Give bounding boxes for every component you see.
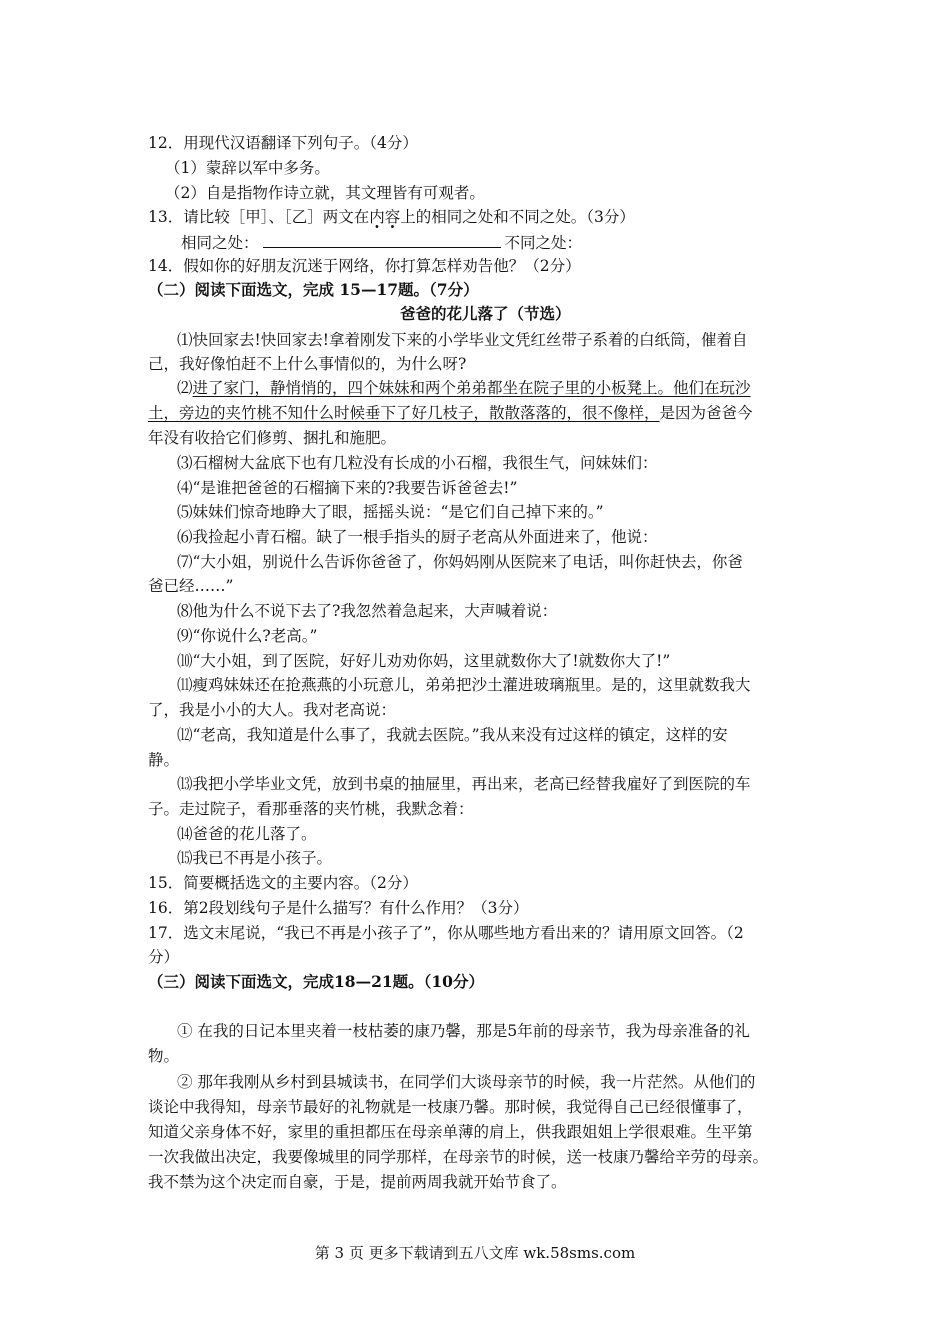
q12-sentence-2: （2）自是指物作诗立就，其文理皆有可观者。 [165, 184, 485, 202]
para-9: ⑼“你说什么?老高。” [177, 627, 318, 645]
s3-para-1-line-2: 物。 [148, 1047, 180, 1065]
q13-stem-part-b: 上的相同之处和不同之处。（3分） [400, 208, 635, 226]
q17-stem-line-1: 17．选文末尾说，“我已不再是小孩子了”，你从哪些地方看出来的？请用原文回答。（2 [148, 924, 744, 942]
para-2-line-3: 年没有收拾它们修剪、捆扎和施肥。 [148, 429, 397, 447]
q12-sentence-1: （1）蒙辞以军中多务。 [165, 159, 330, 177]
s3-para-1-line-1: ① 在我的日记本里夹着一枝枯萎的康乃馨，那是5年前的母亲节，我为母亲准备的礼 [177, 1022, 750, 1040]
para-11-line-1: ⑾瘦鸡妹妹还在抢燕燕的小玩意儿，弟弟把沙土灌进玻璃瓶里。是的，这里就数我大 [177, 676, 751, 694]
para-12-line-2: 静。 [148, 751, 180, 769]
para-10: ⑽“大小姐，到了医院，好好儿劝劝你妈，这里就数你大了!就数你大了!” [177, 652, 671, 670]
para-1-line-2: 己，我好像怕赶不上什么事情似的，为什么呀? [148, 355, 467, 373]
q13-stem-part-a: 13．请比较［甲］、［乙］两文在 [148, 208, 370, 226]
s3-para-2-line-5: 我不禁为这个决定而自豪，于是，提前两周我就开始节食了。 [148, 1173, 567, 1191]
passage-title: 爸爸的花儿落了（节选） [400, 304, 571, 323]
para-4: ⑷“是谁把爸爸的石榴摘下来的?我要告诉爸爸去!” [177, 479, 518, 497]
section-3-heading: （三）阅读下面选文，完成18—21题。（10分） [148, 972, 484, 991]
s3-para-2-line-4: 一次我做出决定，我要像城里的同学那样，在母亲节的时候，送一枝康乃馨给辛劳的母亲。 [148, 1148, 769, 1166]
para-11-line-2: 了，我是小小的大人。我对老高说： [148, 701, 397, 719]
para-13-line-2: 子。走过院子，看那垂落的夹竹桃，我默念着： [148, 800, 474, 818]
answer-blank[interactable] [263, 231, 501, 248]
para-7-line-1: ⑺“大小姐，别说什么告诉你爸爸了，你妈妈刚从医院来了电话，叫你赶快去，你爸 [177, 553, 743, 571]
q17-stem-line-2: 分） [148, 948, 180, 966]
para-12-line-1: ⑿“老高，我知道是什么事了，我就去医院。”我从来没有过这样的镇定，这样的安 [177, 726, 728, 744]
s3-para-2-line-2: 谈论中我得知，母亲节最好的礼物就是一枝康乃馨。那时候，我觉得自己已经很懂事了， [148, 1098, 753, 1116]
s3-para-2-line-3: 知道父亲身体不好，家里的重担都压在母亲单薄的肩上，供我跟姐姐上学很艰难。生平第 [148, 1123, 753, 1141]
para-5: ⑸妹妹们惊奇地睁大了眼，摇摇头说：“是它们自己掉下来的。” [177, 503, 604, 521]
para-3: ⑶石榴树大盆底下也有几粒没有长成的小石榴，我很生气，问妹妹们： [177, 454, 658, 472]
para-1-line-1: ⑴快回家去!快回家去!拿着刚发下来的小学毕业文凭红丝带子系着的白纸筒，催着自 [177, 331, 748, 349]
para-8: ⑻他为什么不说下去了?我忽然着急起来，大声喊着说： [177, 602, 558, 620]
para-13-line-1: ⒀我把小学毕业文凭，放到书桌的抽屉里，再出来，老高已经替我雇好了到医院的车 [177, 775, 751, 793]
q13-stem [148, 206, 635, 228]
para-2-mark: ⑵ [177, 379, 193, 397]
same-label: 相同之处： [181, 234, 259, 252]
q16-stem: 16．第2段划线句子是什么描写？有什么作用？（3分） [148, 899, 529, 917]
q13-answer-line [181, 231, 582, 254]
para-7-line-2: 爸已经……” [148, 577, 234, 595]
underlined-sentence: 进了家门，静悄悄的，四个妹妹和两个弟弟都坐在院子里的小板凳上。他们在玩沙 [192, 379, 751, 397]
q14-stem: 14．假如你的好朋友沉迷于网络，你打算怎样劝告他？（2分） [148, 257, 581, 275]
q12-stem: 12．用现代汉语翻译下列句子。（4分） [148, 134, 418, 152]
page-footer: 第 3 页 更多下载请到五八文库 wk.58sms.com [314, 1244, 636, 1262]
section-2-heading: （二）阅读下面选文，完成 15—17题。（7分） [148, 280, 479, 299]
diff-label: 不同之处： [504, 234, 583, 252]
emphasis-dot-char: 容 [384, 208, 401, 226]
emphasis-dot-char: 内 [369, 208, 385, 226]
para-15: ⒂我已不再是小孩子。 [177, 849, 333, 867]
para-6: ⑹我捡起小青石榴。缺了一根手指头的厨子老高从外面进来了，他说： [177, 528, 658, 546]
q15-stem: 15．简要概括选文的主要内容。（2分） [148, 874, 418, 892]
para-2-line-1 [177, 377, 751, 399]
s3-para-2-line-1: ② 那年我刚从乡村到县城读书，在同学们大谈母亲节的时候，我一片茫然。从他们的 [177, 1073, 756, 1091]
underlined-sentence: 土，旁边的夹竹桃不知什么时候垂下了好几枝子，散散落落的，很不像样， [148, 404, 660, 422]
para-2-line-2 [148, 402, 753, 424]
para-14: ⒁爸爸的花儿落了。 [177, 825, 317, 843]
para-2-rest: 是因为爸爸今 [659, 404, 753, 422]
